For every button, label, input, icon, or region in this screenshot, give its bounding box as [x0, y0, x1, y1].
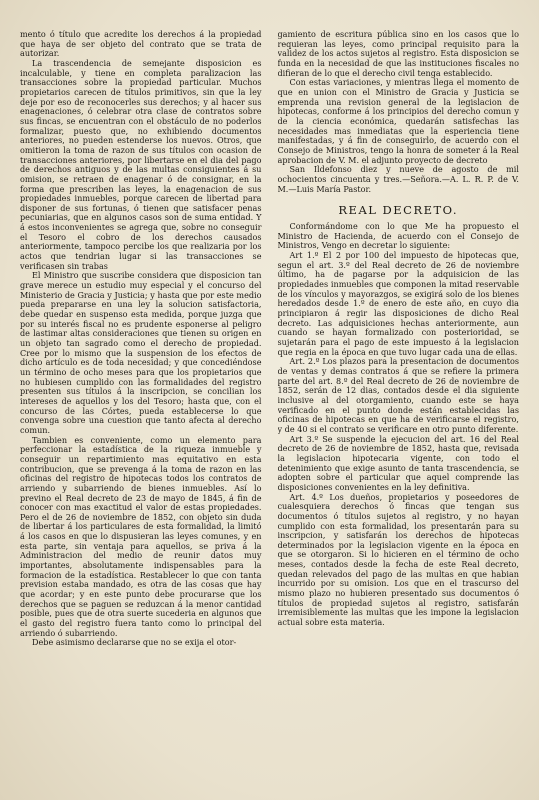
paragraph: Con estas variaciones, y mientras llega el momento de que en union con el Ministro de Gracia y Justicia se emprenda una revision general de la legislacion de hipotecas, conforme á los principios del derecho comun y de la ciencia económica, quedarán satisfechas las necesidades mas inmediatas que la esperiencia tiene manifestadas, y á fin de conseguirlo, de acuerdo con el Consejo de Ministros, tengo la honra de someter á la Real aprobacion de V. M. el adjunto proyecto de decreto — [277, 77, 519, 165]
decree-heading: REAL DECRETO. — [338, 203, 459, 218]
paragraph: gamiento de escritura pública sino en los casos que lo requieran las leyes, como principal requisito para la validez de los actos sujetos al registro. Esta disposicion se funda en la necesidad de que las instituciones fiscales no difieran de lo que el derecho civil tenga establecido. — [277, 30, 519, 78]
signature-line: San Ildefonso diez y nueve de agosto de mil ochocientos cincuenta y tres.—Señora.—A. L. R. P. de V. M.—Luis María Pastor. — [277, 164, 519, 194]
left-column — [20, 30, 262, 792]
paragraph: Conformándome con lo que Me ha propuesto el Ministro de Hacienda, de acuerdo con el Consejo de Ministros, Vengo en decretar lo siguiente: — [277, 221, 519, 251]
paragraph: Tambien es conveniente, como un elemento para perfeccionar la estadística de la riqueza inmueble y conseguir un repartimiento mas equitativo en esta contribucion, que se prevenga á la toma de razon en las oficinas del registro de hipotecas todos los contratos de arriendo y subarriendo de bienes inmuebles. Así lo previno el Real decreto de 23 de mayo de 1845, á fin de conocer con mas exactitud el valor de estas propiedades. Pero el de 26 de noviembre de 1852, con objeto sin duda de libertar á los particulares de esta formalidad, la limitó á los casos en que lo dispusieran las leyes comunes, y en esta parte, sin ventaja para aquellos, se priva á la Administracion del medio de reunir datos muy importantes, absolutamente indispensables para la formacion de la estadística. Restablecer lo que con tanta prevision estaba mandado, es otra de las cosas que hay que acordar; y en este punto debe procurarse que los derechos que se paguen se reduzcan á la menor cantidad posible, pues que de otra suerte sucederia en algunos que el gasto del registro fuera tanto como lo principal del arriendo ó subarriendo. — [20, 434, 262, 638]
article-1: Art 1.º El 2 por 100 del impuesto de hipotecas que, segun el art. 3.º del Real decreto de 26 de noviembre último, ha de pagarse por la adquisicion de las propiedades inmuebles que componen la mitad reservable de los vínculos y mayorazgos, se exigirá solo de los bienes heredados desde 1.º de enero de este año, en cuyo dia principiaron á regir las disposiciones de dicho Real decreto. Las adquisiciones hechas anteriormente, aun cuando se hayan formalizado con posterioridad, se sujetarán para el pago de este impuesto á la legislacion que regia en la época en que tuvo lugar cada una de ellas. — [277, 250, 519, 357]
paragraph: La trascendencia de semejante disposicion es incalculable, y tiene en completa paralizacion las transacciones sobre la propiedad particular. Muchos propietarios carecen de títulos primitivos, sin que la ley deje por eso de reconocerles sus derechos; y al hacer sus enagenaciones, ó celebrar otra clase de contratos sobre sus fincas, se encuentran con el obstáculo de no poderlos formalizar, puesto que, no exhibiendo documentos anteriores, no pueden estenderse los nuevos. Otros, que omitieron la toma de razon de sus títulos con ocasion de transacciones anteriores, por libertarse en el dia del pago de derechos antiguos y de las multas consiguientes á su omision, se retraen de enagenar ó de consignar, en la forma que prescriben las leyes, la enagenacion de sus propiedades inmuebles, porque carecen de libertad para disponer de sus fortunas, ó tienen que satisfacer penas pecuniarias, que en algunos casos son de suma entidad. Y á estos inconvenientes se agrega que, sobre no conseguir el Tesoro el cobro de los derechos causados anteriormente, tampoco percibe los que realizaria por los actos que tendrian lugar si las transacciones se verificasen sin trabas — [20, 57, 262, 271]
paragraph: mento ó título que acredite los derechos á la propiedad que haya de ser objeto del contrato que se trata de autorizar. — [20, 30, 262, 59]
text-columns — [20, 30, 519, 792]
right-column — [278, 30, 520, 792]
paragraph: Debe asimismo declararse que no se exija el otor- — [32, 637, 237, 648]
article-4: Art. 4.º Los dueños, propietarios y poseedores de cualesquiera derechos ó fincas que tengan sus documentos ó títulos sujetos al registro, y no hayan cumplido con esta formalidad, los presentarán para su inscripcion, y satisfarán los derechos de hipotecas determinados por la legislacion vigente en la época en que se otorgaron. Si lo hicieren en el término de ocho meses, contados desde la fecha de este Real decreto, quedan relevados del pago de las multas en que habian incurrido por su omision. Los que en el trascurso del mismo plazo no hubieren presentado sus documentos ó títulos de propiedad sujetos al registro, satisfarán irremisiblemente las multas que les impone la legislacion actual sobre esta materia. — [277, 491, 519, 628]
article-2: Art. 2.º Los plazos para la presentacion de documentos de ventas y demas contratos á que se refiere la primera parte del art. 8.º del Real decreto de 26 de noviembre de 1852, serán de 12 dias, contados desde el dia siguiente inclusive al del otorgamiento, cuando este se haya verificado en el punto donde están establecidas las oficinas de hipotecas en que ha de verificarse el registro, y de 40 si el contrato se verificare en otro punto diferente. — [277, 356, 519, 434]
article-3: Art 3.º Se suspende la ejecucion del art. 16 del Real decreto de 26 de noviembre de 1852, hasta que, revisada la legislacion hipotecaria vigente, con todo el detenimiento que exige asunto de tanta trascendencia, se adopten sobre el particular que aquel comprende las disposiciones convenientes en la ley definitiva. — [277, 433, 519, 492]
paragraph: El Ministro que suscribe considera que disposicion tan grave merece un estudio muy especial y el concurso del Ministerio de Gracia y Justicia; y hasta que por este medio pueda prepararse en una ley la solucion satisfactoria, debe quedar en suspenso esta medida, porque juzga que por su interés fiscal no es prudente esponerse al peligro de lastimar altas consideraciones que tienen su origen en un objeto tan sagrado como el derecho de propiedad. Cree por lo mismo que la suspension de los efectos de dicho artículo es de toda necesidad; y que concediéndose un término de ocho meses para que los propietarios que no hubiesen cumplido con las formalidades del registro presenten sus títulos á la inscripcion, se concilian los intereses de aquellos y los del Tesoro; hasta que, con el concurso de las Córtes, pueda establecerse lo que convenga sobre una cuestion que tanto afecta al derecho comun. — [20, 270, 262, 435]
